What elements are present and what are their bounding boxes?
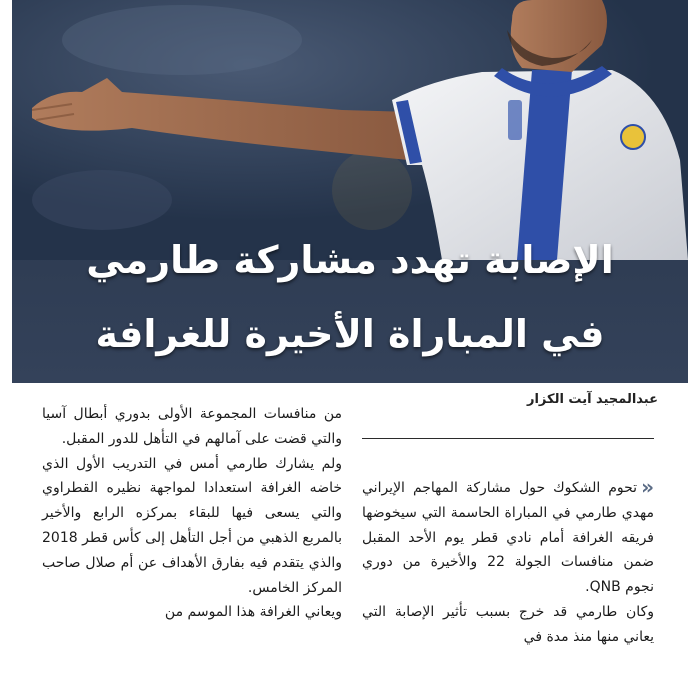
paragraph: وكان طارمي قد خرج بسبب تأثير الإصابة التي يعاني منها منذ مدة في bbox=[362, 603, 654, 645]
headline-line-2: في المباراة الأخيرة للغرافة bbox=[95, 312, 605, 356]
paragraph: «تحوم الشكوك حول مشاركة المهاجم الإيراني مهدي طارمي في المباراة الحاسمة التي سيخوضها فريقه الغرافة أمام نادي قطر يوم الأحد المقبل ضمن منافسات الجولة 22 والأخيرة من دوري نجوم QNB. bbox=[362, 475, 654, 596]
author-byline: عبدالمجيد آيت الكزار bbox=[526, 392, 658, 407]
quote-mark-icon: « bbox=[641, 475, 654, 499]
article-column-left bbox=[42, 402, 342, 625]
paragraph: ولم يشارك طارمي أمس في التدريب الأول الذي خاضه الغرافة استعدادا لمواجهة نظيره القطراوي والتي يسعى فيها للبقاء بمركزه الرابع والأخير بالمربع الذهبي من أجل التأهل إلى كأس قطر 2018 والذي يتقدم فيه بفارق الأهداف عن أم صلال صاحب المركز الخامس. bbox=[42, 455, 342, 596]
byline-divider bbox=[362, 438, 654, 439]
headline-line-1: الإصابة تهدد مشاركة طارمي bbox=[86, 238, 614, 282]
article-column-right bbox=[362, 476, 654, 650]
paragraph: من منافسات المجموعة الأولى بدوري أبطال آسيا والتي قضت على آمالهم في التأهل للدور المقبل. bbox=[42, 406, 342, 447]
player-photo bbox=[12, 0, 688, 260]
hero-photo bbox=[12, 0, 688, 383]
paragraph: ويعاني الغرافة هذا الموسم من bbox=[164, 604, 342, 621]
